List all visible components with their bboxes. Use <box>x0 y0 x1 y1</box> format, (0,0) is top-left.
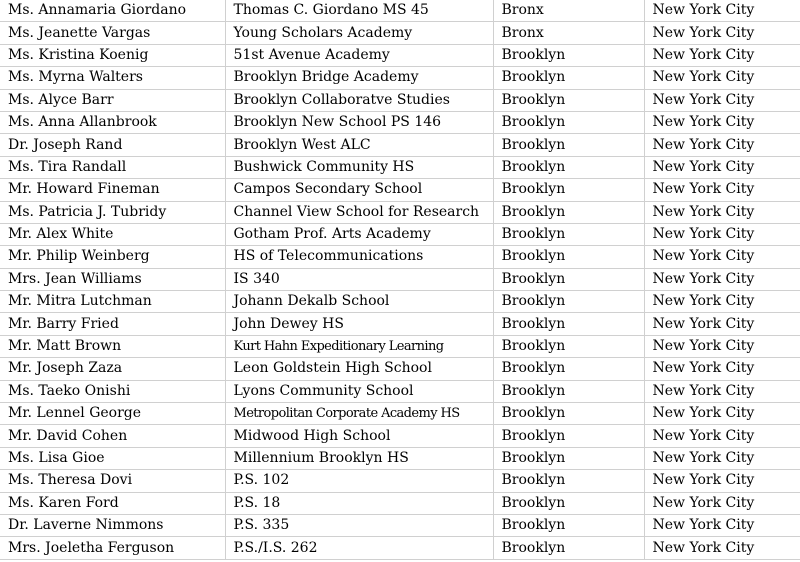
school-cell[interactable]: Young Scholars Academy <box>225 22 493 44</box>
school-cell[interactable]: Kurt Hahn Expeditionary Learning <box>225 335 493 357</box>
borough-cell[interactable]: Brooklyn <box>493 44 644 66</box>
table-row <box>0 223 800 245</box>
table-row <box>0 403 800 425</box>
borough-cell[interactable]: Brooklyn <box>493 492 644 514</box>
school-cell[interactable]: Metropolitan Corporate Academy HS <box>225 403 493 425</box>
borough-cell[interactable]: Brooklyn <box>493 380 644 402</box>
name-cell[interactable]: Mr. Matt Brown <box>0 335 225 357</box>
school-cell[interactable]: John Dewey HS <box>225 313 493 335</box>
school-cell[interactable]: Lyons Community School <box>225 380 493 402</box>
city-cell[interactable]: New York City <box>644 514 800 536</box>
school-cell[interactable]: Midwood High School <box>225 425 493 447</box>
name-cell[interactable]: Ms. Tira Randall <box>0 156 225 178</box>
school-cell[interactable]: Channel View School for Research <box>225 201 493 223</box>
borough-cell[interactable]: Bronx <box>493 22 644 44</box>
borough-cell[interactable]: Brooklyn <box>493 291 644 313</box>
name-cell[interactable]: Ms. Karen Ford <box>0 492 225 514</box>
borough-cell[interactable]: Brooklyn <box>493 358 644 380</box>
borough-cell[interactable]: Brooklyn <box>493 514 644 536</box>
city-cell[interactable]: New York City <box>644 313 800 335</box>
name-cell[interactable]: Mr. Mitra Lutchman <box>0 291 225 313</box>
school-cell[interactable]: P.S./I.S. 262 <box>225 537 493 559</box>
city-cell[interactable]: New York City <box>644 447 800 469</box>
city-cell[interactable]: New York City <box>644 89 800 111</box>
name-cell[interactable]: Ms. Jeanette Vargas <box>0 22 225 44</box>
name-cell[interactable]: Ms. Lisa Gioe <box>0 447 225 469</box>
city-cell[interactable]: New York City <box>644 134 800 156</box>
school-cell[interactable]: Campos Secondary School <box>225 179 493 201</box>
school-cell[interactable]: Johann Dekalb School <box>225 291 493 313</box>
borough-cell[interactable]: Brooklyn <box>493 537 644 559</box>
city-cell[interactable]: New York City <box>644 380 800 402</box>
city-cell[interactable]: New York City <box>644 268 800 290</box>
table-row <box>0 201 800 223</box>
name-cell[interactable]: Mrs. Jean Williams <box>0 268 225 290</box>
name-cell[interactable]: Ms. Taeko Onishi <box>0 380 225 402</box>
borough-cell[interactable]: Brooklyn <box>493 246 644 268</box>
borough-cell[interactable]: Brooklyn <box>493 403 644 425</box>
table-row <box>0 335 800 357</box>
school-cell[interactable]: P.S. 18 <box>225 492 493 514</box>
city-cell[interactable]: New York City <box>644 156 800 178</box>
city-cell[interactable]: New York City <box>644 425 800 447</box>
name-cell[interactable]: Ms. Annamaria Giordano <box>0 0 225 22</box>
borough-cell[interactable]: Brooklyn <box>493 67 644 89</box>
name-cell[interactable]: Mr. Joseph Zaza <box>0 358 225 380</box>
table-row <box>0 470 800 492</box>
name-cell[interactable]: Mrs. Joeletha Ferguson <box>0 537 225 559</box>
table-row <box>0 111 800 133</box>
table-row <box>0 134 800 156</box>
city-cell[interactable]: New York City <box>644 111 800 133</box>
borough-cell[interactable]: Brooklyn <box>493 156 644 178</box>
name-cell[interactable]: Mr. David Cohen <box>0 425 225 447</box>
table-row <box>0 313 800 335</box>
borough-cell[interactable]: Brooklyn <box>493 111 644 133</box>
name-cell[interactable]: Mr. Alex White <box>0 223 225 245</box>
borough-cell[interactable]: Brooklyn <box>493 179 644 201</box>
city-cell[interactable]: New York City <box>644 22 800 44</box>
borough-cell[interactable]: Brooklyn <box>493 89 644 111</box>
school-cell[interactable]: Gotham Prof. Arts Academy <box>225 223 493 245</box>
borough-cell[interactable]: Brooklyn <box>493 335 644 357</box>
city-cell[interactable]: New York City <box>644 246 800 268</box>
table-row <box>0 0 800 22</box>
table-row <box>0 22 800 44</box>
city-cell[interactable]: New York City <box>644 470 800 492</box>
name-cell[interactable]: Ms. Patricia J. Tubridy <box>0 201 225 223</box>
school-cell[interactable]: Millennium Brooklyn HS <box>225 447 493 469</box>
city-cell[interactable]: New York City <box>644 179 800 201</box>
city-cell[interactable]: New York City <box>644 403 800 425</box>
school-cell[interactable]: Brooklyn Bridge Academy <box>225 67 493 89</box>
city-cell[interactable]: New York City <box>644 201 800 223</box>
name-cell[interactable]: Mr. Barry Fried <box>0 313 225 335</box>
table-row <box>0 89 800 111</box>
city-cell[interactable]: New York City <box>644 44 800 66</box>
name-cell[interactable]: Ms. Kristina Koenig <box>0 44 225 66</box>
school-cell[interactable]: IS 340 <box>225 268 493 290</box>
name-cell[interactable]: Mr. Lennel George <box>0 403 225 425</box>
school-cell[interactable]: HS of Telecommunications <box>225 246 493 268</box>
school-cell[interactable]: Thomas C. Giordano MS 45 <box>225 0 493 22</box>
table-row <box>0 447 800 469</box>
table-row <box>0 179 800 201</box>
city-cell[interactable]: New York City <box>644 291 800 313</box>
table-row <box>0 44 800 66</box>
school-cell[interactable]: Bushwick Community HS <box>225 156 493 178</box>
table-row <box>0 268 800 290</box>
name-cell[interactable]: Mr. Philip Weinberg <box>0 246 225 268</box>
borough-cell[interactable]: Brooklyn <box>493 223 644 245</box>
city-cell[interactable]: New York City <box>644 358 800 380</box>
borough-cell[interactable]: Brooklyn <box>493 447 644 469</box>
table-row <box>0 537 800 559</box>
borough-cell[interactable]: Brooklyn <box>493 134 644 156</box>
table-row <box>0 67 800 89</box>
table-row <box>0 514 800 536</box>
borough-cell[interactable]: Brooklyn <box>493 201 644 223</box>
name-cell[interactable]: Ms. Alyce Barr <box>0 89 225 111</box>
name-cell[interactable]: Ms. Anna Allanbrook <box>0 111 225 133</box>
school-cell[interactable]: Brooklyn West ALC <box>225 134 493 156</box>
name-cell[interactable]: Mr. Howard Fineman <box>0 179 225 201</box>
school-cell[interactable]: P.S. 335 <box>225 514 493 536</box>
table-row <box>0 291 800 313</box>
name-cell[interactable]: Ms. Myrna Walters <box>0 67 225 89</box>
table-row <box>0 246 800 268</box>
borough-cell[interactable]: Brooklyn <box>493 470 644 492</box>
school-cell[interactable]: Brooklyn Collaboratve Studies <box>225 89 493 111</box>
city-cell[interactable]: New York City <box>644 223 800 245</box>
city-cell[interactable]: New York City <box>644 0 800 22</box>
table-row <box>0 358 800 380</box>
table-row <box>0 156 800 178</box>
city-cell[interactable]: New York City <box>644 335 800 357</box>
table-row <box>0 492 800 514</box>
name-cell[interactable]: Dr. Laverne Nimmons <box>0 514 225 536</box>
table-row <box>0 425 800 447</box>
school-cell[interactable]: P.S. 102 <box>225 470 493 492</box>
borough-cell[interactable]: Brooklyn <box>493 268 644 290</box>
name-cell[interactable]: Dr. Joseph Rand <box>0 134 225 156</box>
city-cell[interactable]: New York City <box>644 67 800 89</box>
borough-cell[interactable]: Brooklyn <box>493 313 644 335</box>
borough-cell[interactable]: Bronx <box>493 0 644 22</box>
city-cell[interactable]: New York City <box>644 492 800 514</box>
name-cell[interactable]: Ms. Theresa Dovi <box>0 470 225 492</box>
school-cell[interactable]: Brooklyn New School PS 146 <box>225 111 493 133</box>
school-cell[interactable]: Leon Goldstein High School <box>225 358 493 380</box>
borough-cell[interactable]: Brooklyn <box>493 425 644 447</box>
table-row <box>0 380 800 402</box>
city-cell[interactable]: New York City <box>644 537 800 559</box>
school-cell[interactable]: 51st Avenue Academy <box>225 44 493 66</box>
